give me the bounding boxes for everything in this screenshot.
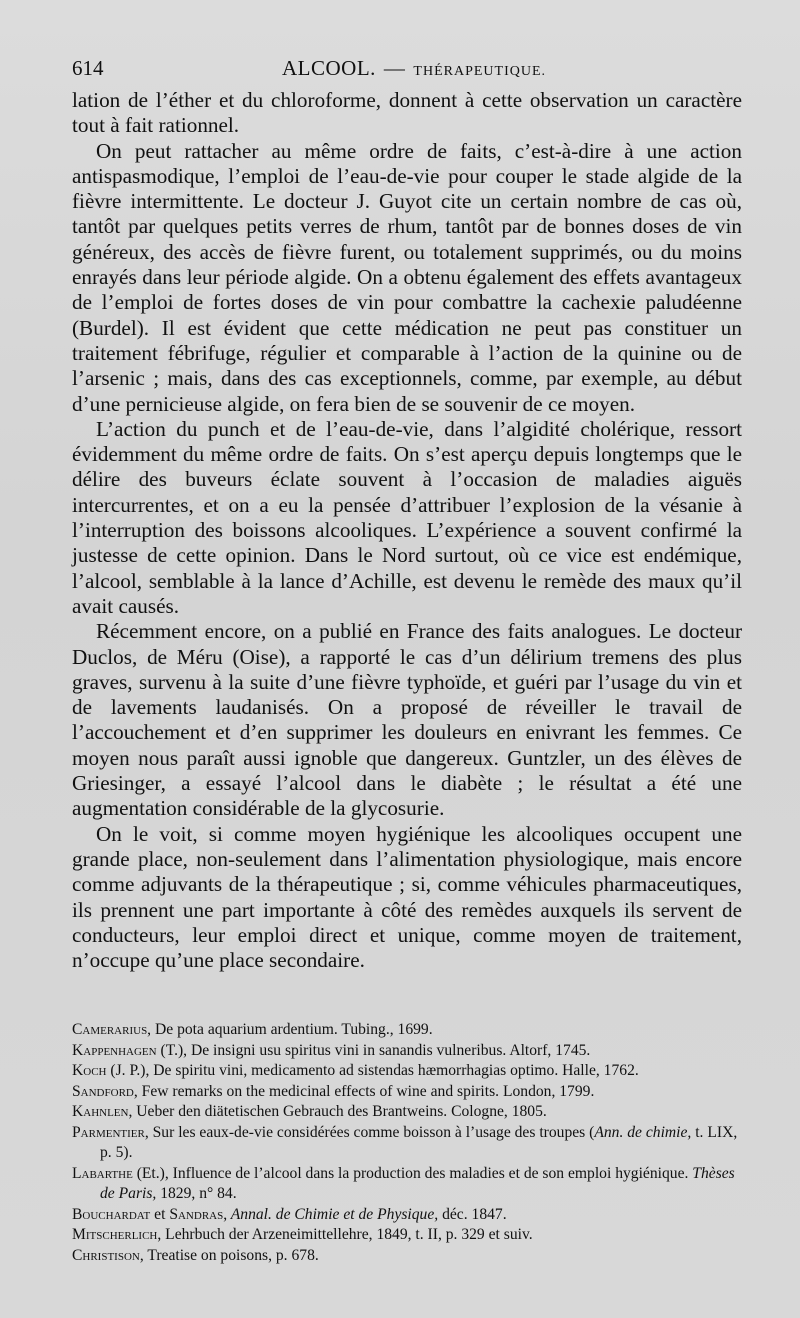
ref-author: Bouchardat xyxy=(72,1205,151,1223)
reference-6 xyxy=(72,1123,744,1164)
paragraph-1: lation de l’éther et du chloroforme, donnent à cette observation un caractère tout à fait rationnel. xyxy=(72,88,742,138)
ref-text: Treatise on poisons, p. 678. xyxy=(143,1246,319,1264)
body-text xyxy=(72,88,742,973)
header-separator: — xyxy=(383,56,406,80)
ref-text: Lehrbuch der Arzeneimittellehre, 1849, t. II, p. 329 et suiv. xyxy=(161,1226,533,1243)
ref-text: et xyxy=(150,1205,170,1223)
paragraph-2: On peut rattacher au même ordre de faits, c’est-à-dire à une action antispasmodique, l’emploi de l’eau-de-vie pour couper le stade algide de la fièvre intermittente. Le docteur J. Guyot cite un certain nombre de cas où, tantôt par quelques petits verres de rhum, tantôt par de bonnes doses de vin généreux, des accès de fièvre furent, ou totalement supprimés, ou du moins enrayés dans leur période algide. On a obtenu également des effets avantageux de l’emploi de fortes doses de vin pour combattre la cachexie paludéenne (Burdel). Il est évident que cette médication ne peut pas constituer un traitement fébrifuge, régulier et comparable à l’action de la quinine ou de l’arsenic ; mais, dans des cas exceptionnels, comme, par exemple, au début d’une pernicieuse algide, on fera bien de se souvenir de ce moyen. xyxy=(72,138,742,416)
ref-tail: déc. 1847. xyxy=(438,1205,507,1223)
ref-author: Mitscherlich, xyxy=(72,1226,162,1243)
ref-tail: 1829, n° 84. xyxy=(156,1185,237,1202)
ref-author: Koch xyxy=(72,1062,107,1079)
ref-text: (J. P.), De spiritu vini, medicamento ad sistendas hæmorrhagias optimo. Halle, 1762. xyxy=(106,1062,639,1079)
running-title xyxy=(282,56,546,81)
ref-text: De pota aquarium ardentium. Tubing., 1699. xyxy=(151,1021,433,1038)
reference-3 xyxy=(72,1061,744,1082)
ref-text: Few remarks on the medicinal effects of wine and spirits. London, 1799. xyxy=(137,1082,595,1100)
ref-text: (Et.), Influence de l’alcool dans la production des maladies et de son emploi hygiénique. xyxy=(132,1164,693,1182)
ref-author-2: Sandras, xyxy=(169,1205,228,1223)
header-title: ALCOOL. xyxy=(282,56,376,80)
reference-8 xyxy=(72,1205,744,1226)
ref-author: Parmentier, xyxy=(72,1123,149,1141)
header-subtitle: THÉRAPEUTIQUE. xyxy=(413,64,547,79)
ref-author: Christison, xyxy=(72,1246,144,1264)
bibliography xyxy=(72,1020,744,1266)
reference-4 xyxy=(72,1082,744,1103)
ref-tail: t. LIX, p. 5). xyxy=(100,1123,738,1161)
reference-7 xyxy=(72,1164,744,1205)
ref-author: Kahnlen, xyxy=(72,1103,133,1120)
reference-10 xyxy=(72,1246,744,1267)
ref-journal: Annal. de Chimie et de Physique, xyxy=(227,1205,439,1223)
ref-text: Sur les eaux-de-vie considérées comme boisson à l’usage des troupes ( xyxy=(148,1123,595,1141)
paragraph-5: On le voit, si comme moyen hygiénique les alcooliques occupent une grande place, non-seulement dans l’alimentation physiologique, mais encore comme adjuvants de la thérapeutique ; si, comme véhicules pharmaceutiques, ils prennent une part importante à côté des remèdes auxquels ils servent de conducteurs, leur emploi direct et unique, comme moyen de traitement, n’occupe qu’une place secondaire. xyxy=(72,821,742,973)
reference-9 xyxy=(72,1225,744,1246)
ref-journal: Ann. de chimie, xyxy=(594,1123,692,1141)
ref-author: Sandford, xyxy=(72,1082,138,1100)
paragraph-4: Récemment encore, on a publié en France des faits analogues. Le docteur Duclos, de Méru (Oise), a rapporté le cas d’un délirium tremens des plus graves, survenu à la suite d’une fièvre typhoïde, et guéri par l’usage du vin et de lavements laudanisés. On a proposé de réveiller le travail de l’accouchement et d’en supprimer les douleurs en enivrant les femmes. Ce moyen nous paraît aussi ignoble que dangereux. Guntzler, un des élèves de Griesinger, a essayé l’alcool dans le diabète ; le résultat a été une augmentation considérable de la glycosurie. xyxy=(72,619,742,821)
ref-text: (T.), De insigni usu spiritus vini in sanandis vulneribus. Altorf, 1745. xyxy=(156,1041,591,1059)
reference-1 xyxy=(72,1020,744,1041)
ref-author: Labarthe xyxy=(72,1164,133,1182)
reference-2 xyxy=(72,1041,744,1062)
ref-author: Camerarius, xyxy=(72,1021,152,1038)
running-header xyxy=(72,54,742,84)
page-number: 614 xyxy=(72,56,104,80)
paragraph-3: L’action du punch et de l’eau-de-vie, dans l’algidité cholérique, ressort évidemment du même ordre de faits. On s’est aperçu depuis longtemps que le délire des buveurs éclate souvent à l’occasion de maladies aiguës intercurrentes, et on a eu la pensée d’attribuer l’explosion de la vésanie à l’interruption des boissons alcooliques. L’expérience a souvent confirmé la justesse de cette opinion. Dans le Nord surtout, où ce vice est endémique, l’alcool, semblable à la lance d’Achille, est devenu le remède des maux qu’il avait causés. xyxy=(72,416,742,618)
ref-text: Ueber den diätetischen Gebrauch des Brantweins. Cologne, 1805. xyxy=(132,1103,547,1120)
ref-journal: Thèses de Paris, xyxy=(100,1164,735,1202)
ref-author: Kappenhagen xyxy=(72,1041,157,1059)
reference-5 xyxy=(72,1102,744,1123)
